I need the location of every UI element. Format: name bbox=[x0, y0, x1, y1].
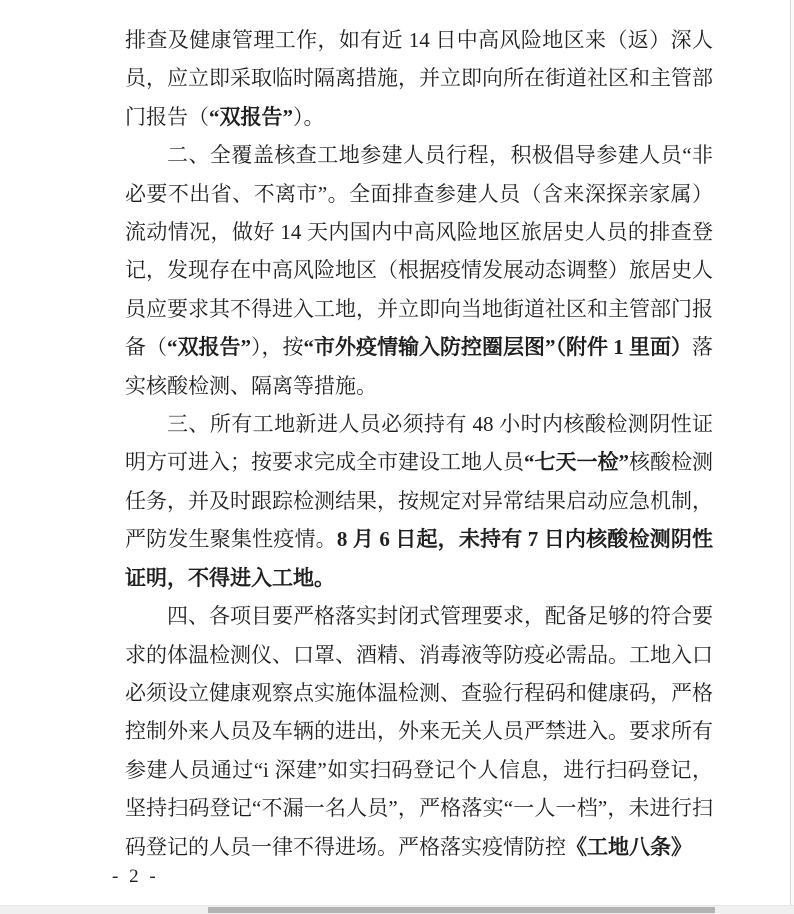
text-run: 二、全覆盖核查工地参建人员行程，积极倡导参建人员“非必要不出省、不离市”。全面排查参建人员（含来深探亲家属）流动情况，做好 14 天内国内中高风险地区旅居史人员的排查登记，发现存在中高风险地区（根据疫情发展动态调整）旅居史人员应要求其不得进入工地，并立即向当地街道社区和主管部门报备（ bbox=[125, 143, 713, 360]
emphasis-text-run: “七天一检” bbox=[524, 450, 629, 475]
text-run: 四、各项目要严格落实封闭式管理要求，配备足够的符合要求的体温检测仪、口罩、酒精、消毒液等防疫必需品。工地入口必须设立健康观察点实施体温检测、查验行程码和健康码，严格控制外来人员及车辆的进出，外来无关人员严禁进入。要求所有参建人员通过“i 深建”如实扫码登记个人信息，进行扫码登记，坚持扫码登记“不漏一名人员”，严格落实“一人一档”，未进行扫码登记的人员一律不得进场。严格落实疫情防控 bbox=[125, 604, 713, 859]
text-run: ）。 bbox=[293, 104, 325, 129]
document-body bbox=[125, 21, 713, 866]
text-run: 落实核酸检测、隔离等措施。 bbox=[125, 335, 713, 398]
emphasis-text-run: “双报告” bbox=[209, 104, 293, 129]
horizontal-scrollbar-track[interactable] bbox=[0, 905, 794, 914]
text-run: ），按 bbox=[251, 335, 304, 360]
page-number: - 2 - bbox=[112, 866, 159, 887]
text-run: 排查及健康管理工作，如有近 14 日中高风险地区来（返）深人员，应立即采取临时隔离措施，并立即向所在街道社区和主管部门报告（ bbox=[125, 28, 713, 129]
paragraph bbox=[125, 405, 713, 597]
horizontal-scrollbar-thumb[interactable] bbox=[208, 907, 715, 913]
emphasis-text-run: 《工地八条》 bbox=[566, 834, 692, 859]
emphasis-text-run: “市外疫情输入防控圈层图”（附件 1 里面） bbox=[303, 335, 692, 360]
paragraph bbox=[125, 136, 713, 405]
text-run: 核酸检测任务，并及时跟踪检测结果，按规定对异常结果启动应急机制，严防发生聚集性疫情。 bbox=[125, 450, 713, 552]
paragraph bbox=[125, 597, 713, 866]
emphasis-text-run: 8 月 6 日起，未持有 7 日内核酸检测阴性证明，不得进入工地。 bbox=[125, 527, 714, 590]
text-run: 三、所有工地新进人员必须持有 48 小时内核酸检测阴性证明方可进入；按要求完成全市建设工地人员 bbox=[125, 412, 713, 475]
paragraph bbox=[125, 21, 713, 136]
emphasis-text-run: “双报告” bbox=[167, 335, 251, 360]
